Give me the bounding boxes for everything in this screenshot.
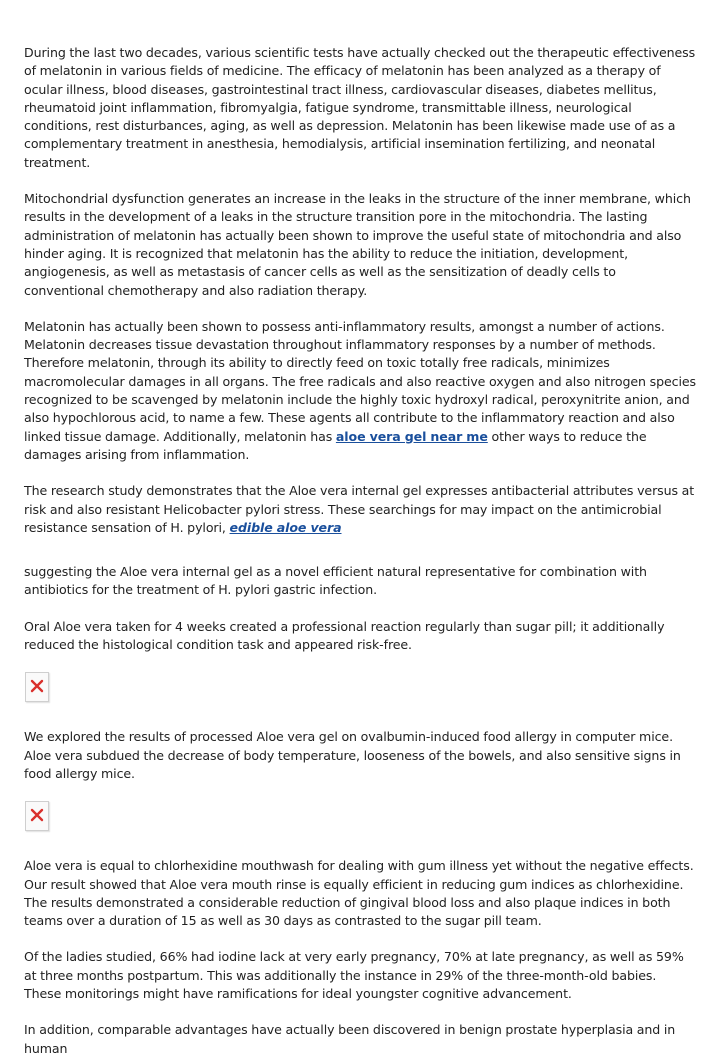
paragraph-food-allergy: We explored the results of processed Aloe vera gel on ovalbumin-induced food allergy in computer mice. Aloe vera subdued the decrease of body temperature, looseness of the bowels, and also sensitive signs in food allergy mice. [24,729,681,781]
broken-image-icon [25,672,49,702]
paragraph-iodine-pregnancy: Of the ladies studied, 66% had iodine lack at very early pregnancy, 70% at late pregnancy, as well as 59% at three months postpartum. This was additionally the instance in 29% of the three-month-old babies. These monitorings might have ramifications for ideal youngster cognitive advancement. [24,949,684,1001]
paragraph-h-pylori-study [24,482,696,537]
paragraph-h-pylori-treatment: suggesting the Aloe vera internal gel as a novel efficient natural representative for combination with antibiotics for the treatment of H. pylori gastric infection. [24,564,647,598]
paragraph-melatonin-medicine: During the last two decades, various scientific tests have actually checked out the therapeutic effectiveness of melatonin in various fields of medicine. The efficacy of melatonin has been analyzed as a therapy of ocular illness, blood diseases, gastrointestinal tract illness, cardiovascular diseases, diabetes mellitus, rheumatoid joint inflammation, fibromyalgia, fatigue syndrome, transmittable illness, neurological conditions, rest disturbances, aging, as well as depression. Melatonin has been likewise made use of as a complementary treatment in anesthesia, hemodialysis, artificial insemination fertilizing, and neonatal treatment. [24,45,696,170]
paragraph-mitochondrial-dysfunction: Mitochondrial dysfunction generates an increase in the leaks in the structure of the inner membrane, which results in the development of a leaks in the structure transition pore in the mitochondria. The lasting administration of melatonin has actually been shown to improve the useful state of mitochondria and also hinder aging. It is recognized that melatonin has the ability to reduce the initiation, development, angiogenesis, as well as metastasis of cancer cells as well as the sensitization of deadly cells to conventional chemotherapy and also radiation therapy. [24,191,691,298]
paragraph-text: The research study demonstrates that the Aloe vera internal gel expresses antibacterial attributes versus at risk and also resistant Helicobacter pylori stress. These searchings for may impact on the antimicrobial resistance sensation of H. pylori, [24,483,695,535]
paragraph-mouthwash: Aloe vera is equal to chlorhexidine mouthwash for dealing with gum illness yet without the negative effects. Our result showed that Aloe vera mouth rinse is equally efficient in reducing gum indices as chlorhexidine. The results demonstrated a considerable reduction of gingival blood loss and also plaque indices in both teams over a duration of 15 as well as 30 days as contrasted to the sugar pill team. [24,858,694,929]
broken-image-x-icon [30,808,44,822]
paragraph-text: other ways to reduce the damages arising from inflammation. [24,428,647,462]
paragraph-oral-aloe-vera: Oral Aloe vera taken for 4 weeks created a professional reaction regularly than sugar pill; it additionally reduced the histological condition task and appeared risk-free. [24,618,665,653]
paragraph-prostate: In addition, comparable advantages have actually been discovered in benign prostate hyperplasia and in human [24,1022,676,1056]
broken-image-icon [25,801,49,831]
paragraph-text: Melatonin has actually been shown to possess anti-inflammatory results, amongst a number of actions. Melatonin decreases tissue devastation throughout inflammatory responses by a number of methods. Therefore melatonin, through its ability to directly feed on toxic totally free radicals, minimizes macromolecular damages in all organs. The free radicals and also reactive oxygen and also nitrogen species recognized to be scavenged by melatonin include the highly toxic hydroxyl radical, peroxynitrite anion, and also hypochlorous acid, to name a few. These agents all contribute to the inflammatory reaction and also linked tissue damage. Additionally, melatonin has [24,318,696,444]
edible-aloe-vera-link[interactable]: edible aloe vera [229,519,342,535]
aloe-vera-gel-near-me-link[interactable]: aloe vera gel near me [335,428,488,444]
broken-image-x-icon [30,679,44,693]
paragraph-anti-inflammatory [24,318,696,464]
